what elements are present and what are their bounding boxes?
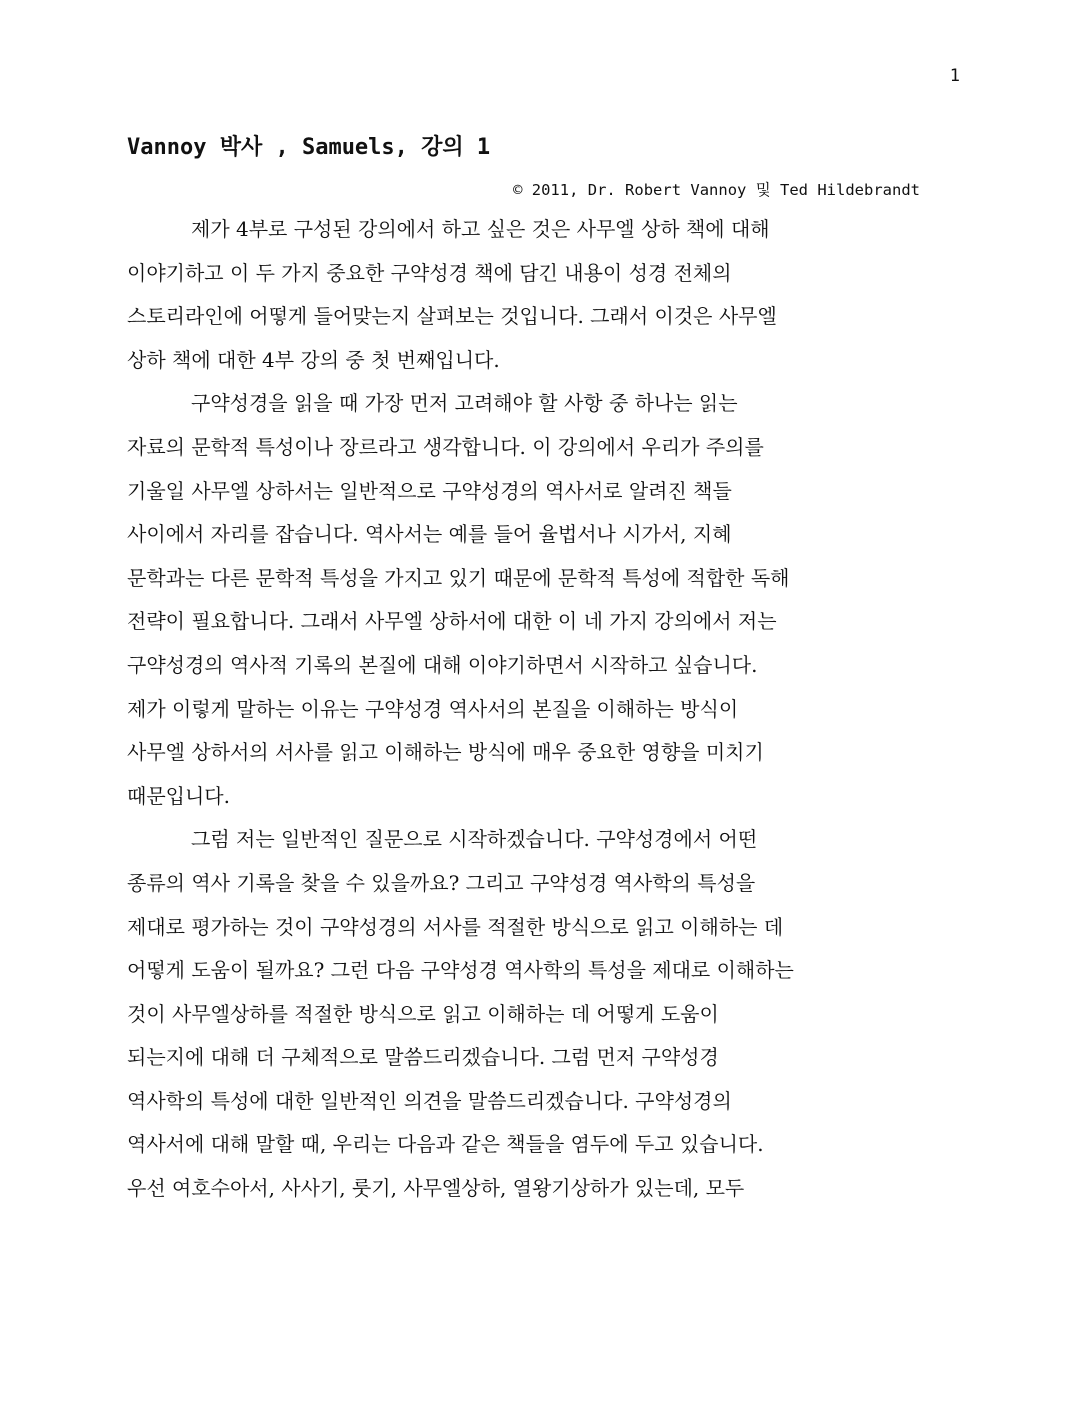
text-line: 제가 4부로 구성된 강의에서 하고 싶은 것은 사무엘 상하 책에 대해 [191, 217, 770, 241]
text-line: 때문입니다. [127, 783, 230, 808]
text-line: 제대로 평가하는 것이 구약성경의 서사를 적절한 방식으로 읽고 이해하는 데 [127, 914, 784, 939]
text-line: 우선 여호수아서, 사사기, 룻기, 사무엘상하, 열왕기상하가 있는데, 모두 [127, 1176, 745, 1201]
text-line: 사무엘 상하서의 서사를 읽고 이해하는 방식에 매우 중요한 영향을 미치기 [127, 740, 764, 765]
text-line: 되는지에 대해 더 구체적으로 말씀드리겠습니다. 그럼 먼저 구약성경 [127, 1045, 719, 1070]
text-line: 역사학의 특성에 대한 일반적인 의견을 말씀드리겠습니다. 구약성경의 [127, 1088, 732, 1113]
page-number: 1 [949, 66, 960, 86]
text-line: 구약성경의 역사적 기록의 본질에 대해 이야기하면서 시작하고 싶습니다. [127, 652, 758, 677]
text-line: 제가 이렇게 말하는 이유는 구약성경 역사서의 본질을 이해하는 방식이 [127, 696, 739, 721]
body-text [127, 208, 987, 1211]
text-line: 문학과는 다른 문학적 특성을 가지고 있기 때문에 문학적 특성에 적합한 독해 [127, 565, 790, 590]
text-line: 자료의 문학적 특성이나 장르라고 생각합니다. 이 강의에서 우리가 주의를 [127, 434, 764, 459]
copyright-line: © 2011, Dr. Robert Vannoy 및 Ted Hildebrandt [513, 181, 920, 199]
text-line: 사이에서 자리를 잡습니다. 역사서는 예를 들어 율법서나 시가서, 지혜 [127, 522, 732, 547]
text-line: 것이 사무엘상하를 적절한 방식으로 읽고 이해하는 데 어떻게 도움이 [127, 1001, 719, 1026]
text-line: 기울일 사무엘 상하서는 일반적으로 구약성경의 역사서로 알려진 책들 [127, 478, 732, 503]
text-line: 전략이 필요합니다. 그래서 사무엘 상하서에 대한 이 네 가지 강의에서 저는 [127, 609, 777, 634]
text-line: 그럼 저는 일반적인 질문으로 시작하겠습니다. 구약성경에서 어떤 [191, 827, 758, 852]
text-line: 이야기하고 이 두 가지 중요한 구약성경 책에 담긴 내용이 성경 전체의 [127, 260, 732, 285]
text-line: 스토리라인에 어떻게 들어맞는지 살펴보는 것입니다. 그래서 이것은 사무엘 [127, 304, 777, 329]
text-line: 종류의 역사 기록을 찾을 수 있을까요? 그리고 구약성경 역사학의 특성을 [127, 870, 756, 895]
text-line: 구약성경을 읽을 때 가장 먼저 고려해야 할 사항 중 하나는 읽는 [191, 391, 738, 416]
text-line: 상하 책에 대한 4부 강의 중 첫 번째입니다. [127, 347, 500, 372]
text-line: 어떻게 도움이 될까요? 그런 다음 구약성경 역사학의 특성을 제대로 이해하는 [127, 958, 794, 983]
text-line: 역사서에 대해 말할 때, 우리는 다음과 같은 책들을 염두에 두고 있습니다. [127, 1132, 764, 1157]
document-title: Vannoy 박사 , Samuels, 강의 1 [127, 135, 491, 160]
